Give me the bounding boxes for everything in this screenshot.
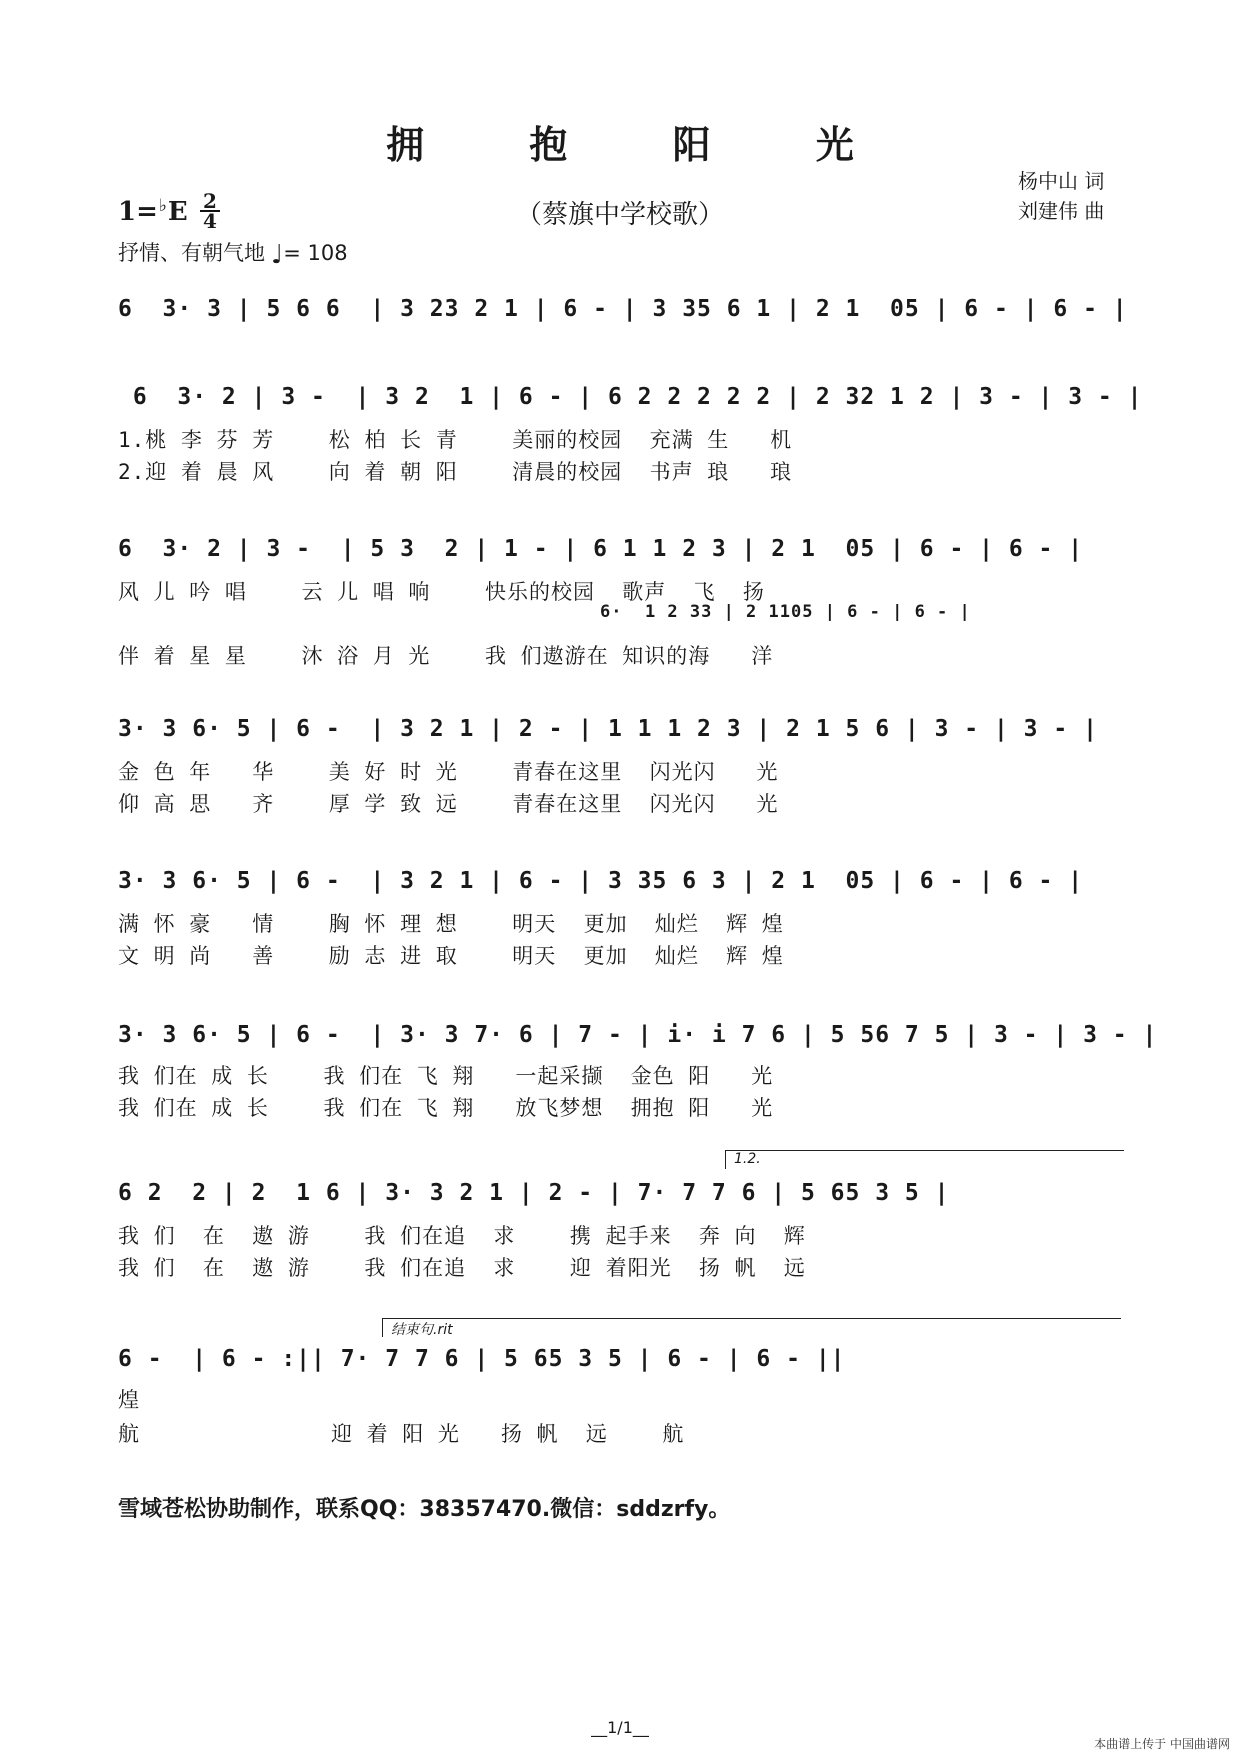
key-signature: 1=♭E <box>118 196 188 227</box>
staff-line-4: 3· 3 6· 5 | 6 - | 3 2 1 | 2 - | 1 1 1 2 3 | 2 1 5 6 | 3 - | 3 - | <box>118 716 1098 742</box>
credits <box>1018 166 1104 226</box>
lyric-line: 我 们在 成 长 我 们在 飞 翔 放飞梦想 拥抱 阳 光 <box>118 1096 774 1120</box>
song-subtitle: （蔡旗中学校歌） <box>515 200 724 230</box>
staff-line-6: 3· 3 6· 5 | 6 - | 3· 3 7· 6 | 7 - | i· i 7 6 | 5 56 7 5 | 3 - | 3 - | <box>118 1022 1158 1048</box>
time-signature: 2 4 <box>200 192 220 230</box>
staff-line-1: 6 3· 3 | 5 6 6 | 3 23 2 1 | 6 - | 3 35 6 1 | 2 1 05 | 6 - | 6 - | <box>118 296 1128 322</box>
lyric-line: 风 儿 吟 唱 云 儿 唱 响 快乐的校园 歌声 飞 扬 <box>118 580 765 604</box>
lyric-line: 满 怀 豪 情 胸 怀 理 想 明天 更加 灿烂 辉 煌 <box>118 912 784 936</box>
lyric-line: 2.迎 着 晨 风 向 着 朝 阳 清晨的校园 书声 琅 琅 <box>118 460 793 484</box>
lyric-line: 航 迎 着 阳 光 扬 帆 远 航 <box>118 1422 685 1446</box>
lyric-line: 我 们在 成 长 我 们在 飞 翔 一起采撷 金色 阳 光 <box>118 1064 774 1088</box>
lyric-line: 我 们 在 遨 游 我 们在追 求 迎 着阳光 扬 帆 远 <box>118 1256 806 1280</box>
staff-line-3: 6 3· 2 | 3 - | 5 3 2 | 1 - | 6 1 1 2 3 | 2 1 05 | 6 - | 6 - | <box>118 536 1084 562</box>
upload-watermark: 本曲谱上传于 中国曲谱网 <box>1094 1737 1230 1751</box>
composer: 刘建伟 曲 <box>1018 199 1105 223</box>
lyric-line: 煌 <box>118 1388 140 1412</box>
lyric-line: 1.桃 李 芬 芳 松 柏 长 青 美丽的校园 充满 生 机 <box>118 428 793 452</box>
lyricist: 杨中山 词 <box>1018 169 1105 193</box>
lyric-line: 我 们 在 遨 游 我 们在追 求 携 起手来 奔 向 辉 <box>118 1224 806 1248</box>
volta-bracket: 1.2. <box>725 1150 1124 1169</box>
ending-bracket: 结束句.rit <box>382 1318 1121 1337</box>
production-credit: 雪域苍松协助制作，联系QQ：38357470.微信：sddzrfy。 <box>118 1497 731 1522</box>
quarter-note-icon: ♩ <box>271 240 284 270</box>
song-title: 拥 抱 阳 光 <box>386 122 900 167</box>
staff-line-2: 6 3· 2 | 3 - | 3 2 1 | 6 - | 6 2 2 2 2 2 | 2 32 1 2 | 3 - | 3 - | <box>118 384 1143 410</box>
page-number: __1/1__ <box>591 1718 649 1737</box>
lyric-line: 文 明 尚 善 励 志 进 取 明天 更加 灿烂 辉 煌 <box>118 944 784 968</box>
staff-line-harmony: 6· 1 2 33 | 2 1105 | 6 - | 6 - | <box>600 602 971 622</box>
lyric-line: 伴 着 星 星 沐 浴 月 光 我 们遨游在 知识的海 洋 <box>118 644 774 668</box>
lyric-line: 仰 高 思 齐 厚 学 致 远 青春在这里 闪光闪 光 <box>118 792 779 816</box>
staff-line-7: 6 2 2 | 2 1 6 | 3· 3 2 1 | 2 - | 7· 7 7 6 | 5 65 3 5 | <box>118 1180 950 1206</box>
lyric-line: 金 色 年 华 美 好 时 光 青春在这里 闪光闪 光 <box>118 760 779 784</box>
staff-line-5: 3· 3 6· 5 | 6 - | 3 2 1 | 6 - | 3 35 6 3 | 2 1 05 | 6 - | 6 - | <box>118 868 1084 894</box>
tempo-marking: 抒情、有朝气地 ♩= 108 <box>118 240 348 270</box>
flat-icon: ♭ <box>158 196 167 216</box>
staff-line-8: 6 - | 6 - :|| 7· 7 7 6 | 5 65 3 5 | 6 - | 6 - || <box>118 1346 846 1372</box>
